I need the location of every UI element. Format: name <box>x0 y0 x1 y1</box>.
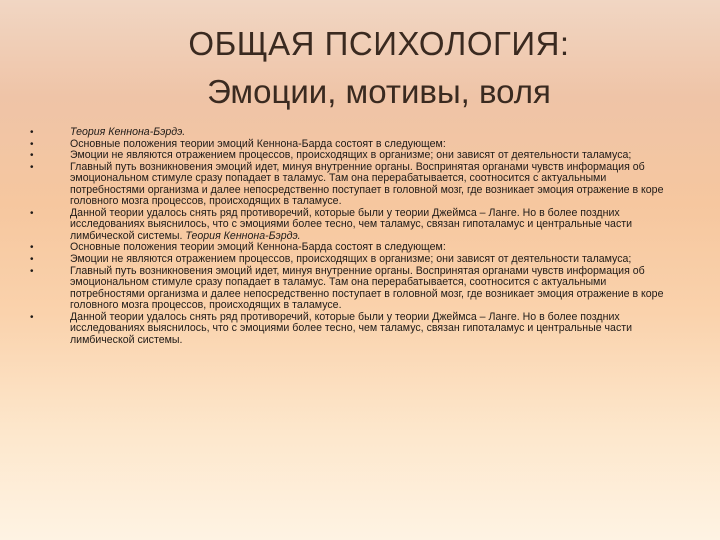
bullet-icon: • <box>30 265 34 277</box>
bullet-text: Основные положения теории эмоций Кеннона-Барда состоят в следующем: <box>70 241 446 254</box>
bullet-icon: • <box>30 150 34 162</box>
bullet-text: Данной теории удалось снять ряд противоречий, которые были у теории Джеймса – Ланге. Но в более поздних исследованиях выяснилось, что с эмоциями более тесно, чем таламус, связан гипоталамус и центральные части лимбической системы. <box>70 310 633 346</box>
bullet-icon: • <box>30 161 34 173</box>
bullet-text: Теория Кеннона-Бэрдэ. <box>70 126 186 138</box>
bullet-item <box>30 312 670 347</box>
bullet-item <box>30 162 670 208</box>
bullet-text: Эмоции не являются отражением процессов, происходящих в организме; они зависят от деятельности таламуса; <box>70 253 632 266</box>
bullet-text: Главный путь возникновения эмоций идет, минуя внутренние органы. Воспринятая органами чувств информация об эмоциональном стимуле сразу попадает в таламус. Там она перерабатывается, соотносится с актуальными потребностями организма и далее непосредственно поступает в головной мозг, где возникает эмоция отражение в коре головного мозга процессов, происходящих в таламусе. <box>70 264 664 312</box>
bullet-list <box>30 127 670 346</box>
bullet-icon: • <box>30 138 34 150</box>
bullet-icon: • <box>30 254 34 266</box>
bullet-icon: • <box>30 207 34 219</box>
slide-title <box>60 22 660 114</box>
bullet-text: Основные положения теории эмоций Кеннона-Барда состоят в следующем: <box>70 137 446 150</box>
title-main: ОБЩАЯ ПСИХОЛОГИЯ: <box>188 25 570 62</box>
bullet-text: Эмоции не являются отражением процессов, происходящих в организме; они зависят от деятельности таламуса; <box>70 149 632 162</box>
bullet-item <box>30 266 670 312</box>
bullet-icon: • <box>30 311 34 323</box>
bullet-icon: • <box>30 242 34 254</box>
bullet-icon: • <box>30 127 34 138</box>
bullet-text-italic: Теория Кеннона-Бэрдэ. <box>185 229 301 242</box>
bullet-text: Главный путь возникновения эмоций идет, минуя внутренние органы. Воспринятая органами чувств информация об эмоциональном стимуле сразу попадает в таламус. Там она перерабатывается, соотносится с актуальными потребностями организма и далее непосредственно поступает в головной мозг, где возникает эмоция отражение в коре головного мозга процессов, происходящих в таламусе. <box>70 160 664 208</box>
bullet-text: Данной теории удалось снять ряд противоречий, которые были у теории Джеймса – Ланге. Но в более поздних исследованиях выяснилось, что с эмоциями более тесно, чем таламус, связан гипоталамус и центральные части лимбической системы. <box>70 206 633 242</box>
bullet-item <box>30 208 670 243</box>
title-subtitle: Эмоции, мотивы, воля <box>207 73 551 110</box>
